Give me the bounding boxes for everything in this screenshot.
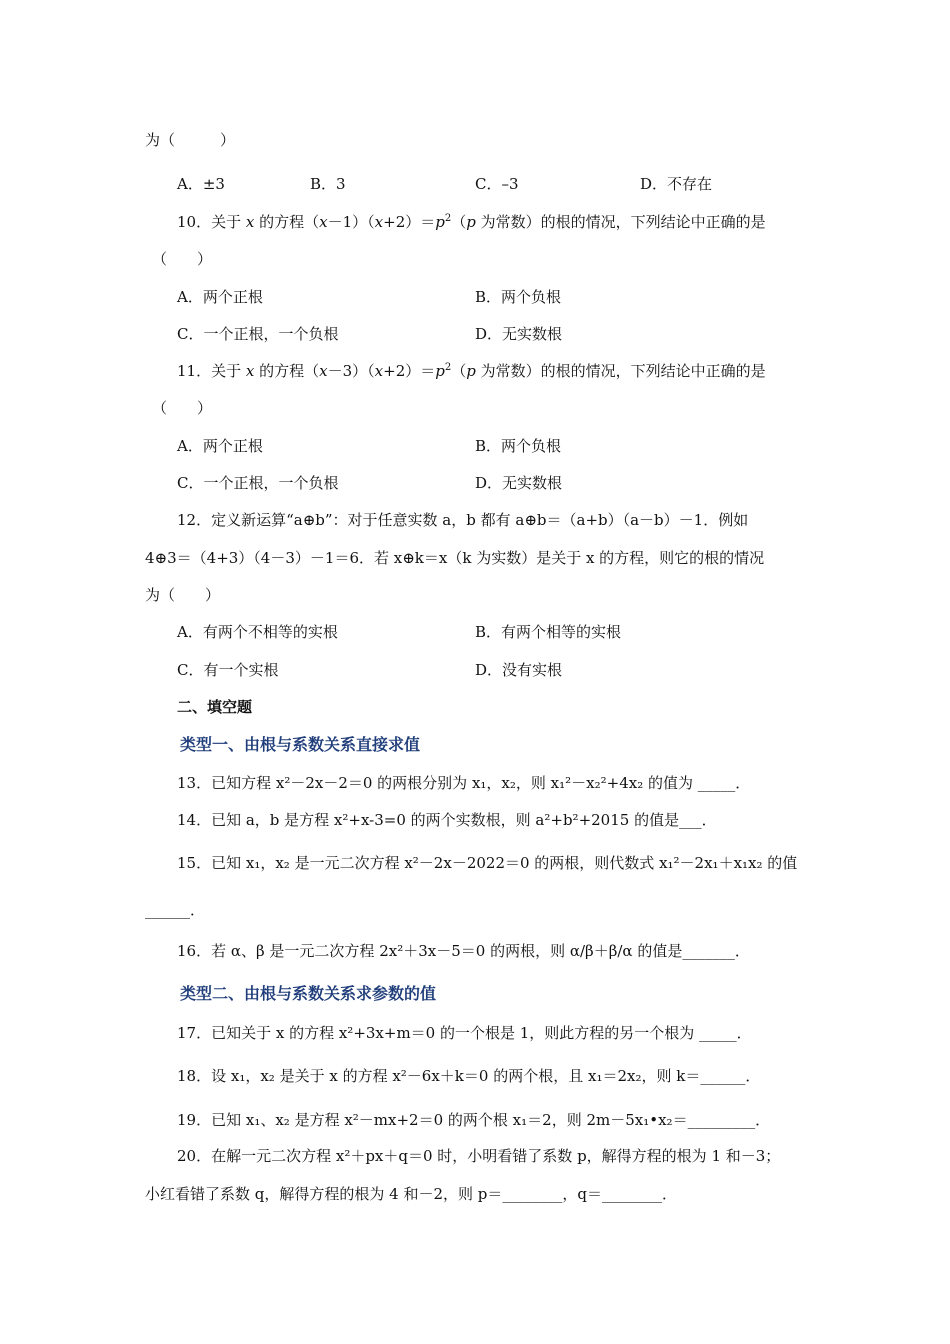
q12-option-d: D．没有实根 <box>475 661 563 679</box>
q12-option-b: B．有两个相等的实根 <box>475 623 622 641</box>
q10-option-c: C．一个正根，一个负根 <box>177 325 339 343</box>
q9-option-a: A．±3 <box>177 175 225 193</box>
q12-option-c: C．有一个实根 <box>177 661 279 679</box>
q13: 13．已知方程 x²－2x－2＝0 的两根分别为 x₁，x₂，则 x₁²－x₂²+4x₂ 的值为 _____． <box>177 774 751 792</box>
q16: 16．若 α、β 是一元二次方程 2x²＋3x－5＝0 的两根，则 α/β＋β/α 的值是_______． <box>177 942 750 960</box>
q9-option-b: B．3 <box>310 175 346 193</box>
q19: 19．已知 x₁、x₂ 是方程 x²－mx+2＝0 的两个根 x₁＝2，则 2m－5x₁•x₂＝_________． <box>177 1111 771 1129</box>
q11-option-c: C．一个正根，一个负根 <box>177 474 339 492</box>
q10-option-a: A．两个正根 <box>177 288 263 306</box>
q20-line1: 20．在解一元二次方程 x²＋px＋q＝0 时，小明看错了系数 p，解得方程的根为 1 和－3； <box>177 1147 781 1165</box>
q12-line3: 为（ ） <box>145 586 221 604</box>
type2-heading: 类型二、由根与系数关系求参数的值 <box>180 984 437 1003</box>
q12-option-a: A．有两个不相等的实根 <box>177 623 338 641</box>
q15-line2: ______． <box>145 901 206 919</box>
q11-option-d: D．无实数根 <box>475 474 563 492</box>
q20-line2: 小红看错了系数 q，解得方程的根为 4 和－2，则 p＝________，q＝________． <box>145 1185 677 1203</box>
q10-answer-paren: （ ） <box>152 250 213 268</box>
type1-heading: 类型一、由根与系数关系直接求值 <box>180 735 421 754</box>
q10-option-d: D．无实数根 <box>475 325 563 343</box>
q12-line2: 4⊕3＝（4+3）（4－3）－1＝6．若 x⊕k＝x（k 为实数）是关于 x 的方程，则它的根的情况 <box>145 549 765 567</box>
q12-line1: 12．定义新运算“a⊕b”：对于任意实数 a，b 都有 a⊕b＝（a+b）（a－b）－1．例如 <box>177 511 749 529</box>
q9-option-c: C．–3 <box>475 175 519 193</box>
section-heading-fill-in: 二、填空题 <box>177 698 253 716</box>
q15-line1: 15．已知 x₁，x₂ 是一元二次方程 x²－2x－2022＝0 的两根，则代数式 x₁²－2x₁＋x₁x₂ 的值 <box>177 854 798 872</box>
q10-stem: 10．关于 x 的方程$(x-1)(x+2)=p^2(p$ 为常数）的根的情况，下列结论中正确的是 <box>177 213 766 231</box>
q9-tail: 为（ ） <box>145 131 236 149</box>
q11-answer-paren: （ ） <box>152 399 213 417</box>
q11-stem: 11．关于 x 的方程$(x-3)(x+2)=p^2(p$ 为常数）的根的情况，下列结论中正确的是 <box>177 362 766 380</box>
q11-option-a: A．两个正根 <box>177 437 263 455</box>
q11-option-b: B．两个负根 <box>475 437 562 455</box>
q10-option-b: B．两个负根 <box>475 288 562 306</box>
q14: 14．已知 a，b 是方程 x²+x-3=0 的两个实数根，则 a²+b²+2015 的值是___． <box>177 811 717 829</box>
q9-option-d: D．不存在 <box>640 175 713 193</box>
q18: 18．设 x₁，x₂ 是关于 x 的方程 x²－6x＋k＝0 的两个根，且 x₁＝2x₂，则 k＝______． <box>177 1067 761 1085</box>
q17: 17．已知关于 x 的方程 x²+3x+m＝0 的一个根是 1，则此方程的另一个根为 _____． <box>177 1024 752 1042</box>
